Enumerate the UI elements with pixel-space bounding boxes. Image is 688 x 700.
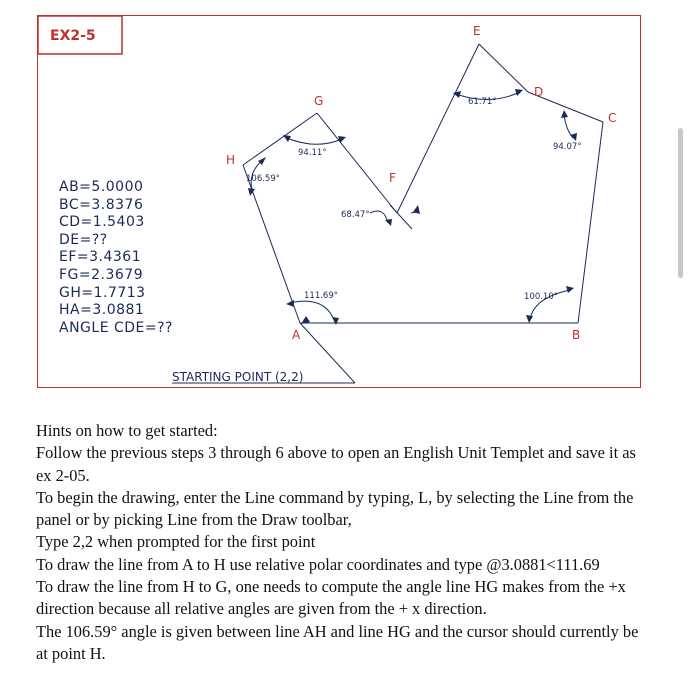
arrow-b-1: [526, 315, 533, 323]
point-label-b: B: [572, 328, 581, 342]
hints-text: [36, 420, 648, 665]
arrow-c-2: [570, 133, 577, 141]
arrow-b-2: [566, 286, 574, 293]
edge-bc: [578, 122, 603, 323]
hint-step-5: To draw the line from H to G, one needs to compute the angle line HG makes from the +x direction because all relative angles are given from the + x direction.: [36, 577, 626, 619]
angle-label-c: 94.07°: [553, 142, 582, 152]
starting-point-leader: [300, 323, 355, 383]
spec-bc: BC=3.8376: [59, 197, 144, 213]
point-label-e: E: [473, 24, 481, 38]
angle-label-b: 100.10°: [524, 292, 558, 302]
point-label-c: C: [608, 111, 617, 125]
arrow-c-1: [561, 110, 568, 118]
angle-arc-f: [370, 211, 388, 223]
starting-point-label: STARTING POINT (2,2): [172, 370, 304, 384]
spec-ha: HA=3.0881: [59, 302, 145, 318]
angle-label-f: 68.47°: [341, 210, 370, 220]
spec-ab: AB=5.0000: [59, 179, 144, 195]
arrow-g-2: [338, 136, 346, 143]
spec-de: DE=??: [59, 232, 108, 248]
hint-step-3: Type 2,2 when prompted for the first point: [36, 532, 316, 552]
hint-step-1: Follow the previous steps 3 through 6 above to open an English Unit Templet and save it as ex 2-05.: [36, 443, 636, 485]
edge-de: [479, 44, 528, 92]
point-label-d: D: [534, 85, 544, 99]
arrow-g-1: [283, 135, 291, 142]
angle-label-h: 106.59°: [246, 174, 280, 184]
spec-gh: GH=1.7713: [59, 285, 146, 301]
hint-step-4: To draw the line from A to H use relative polar coordinates and type @3.0881<111.69: [36, 554, 600, 574]
scrollbar[interactable]: [678, 128, 683, 278]
angle-label-e: 61.71°: [468, 97, 497, 107]
angle-label-g: 94.11°: [298, 148, 327, 158]
arrow-a-1: [286, 300, 294, 307]
hint-step-2: To begin the drawing, enter the Line command by typing, L, by selecting the Line from the panel or by picking Line from the Draw toolbar,: [36, 487, 634, 530]
spec-ef: EF=3.4361: [59, 249, 142, 265]
angle-arc-a: [290, 301, 335, 322]
hint-step-6: The 106.59° angle is given between line AH and line HG and the cursor should currently be at point H.: [36, 621, 639, 663]
edge-fg: [317, 113, 397, 213]
arrow-e-2: [515, 89, 523, 96]
arrow-f-1: [385, 219, 392, 226]
angle-label-a: 111.69°: [304, 291, 338, 301]
hints-heading: Hints on how to get started:: [36, 421, 218, 440]
point-label-h: H: [226, 153, 236, 167]
exercise-title: EX2-5: [50, 28, 96, 44]
point-label-f: F: [389, 171, 396, 185]
edge-ef: [397, 44, 479, 213]
point-label-g: G: [314, 94, 324, 108]
angle-arc-g: [287, 138, 342, 144]
extension-line-f: [390, 205, 412, 229]
spec-angle-cde: ANGLE CDE=??: [59, 320, 173, 336]
spec-fg: FG=2.3679: [59, 267, 144, 283]
point-label-a: A: [292, 328, 301, 342]
arrow-a-2: [332, 317, 339, 325]
spec-cd: CD=1.5403: [59, 214, 145, 230]
